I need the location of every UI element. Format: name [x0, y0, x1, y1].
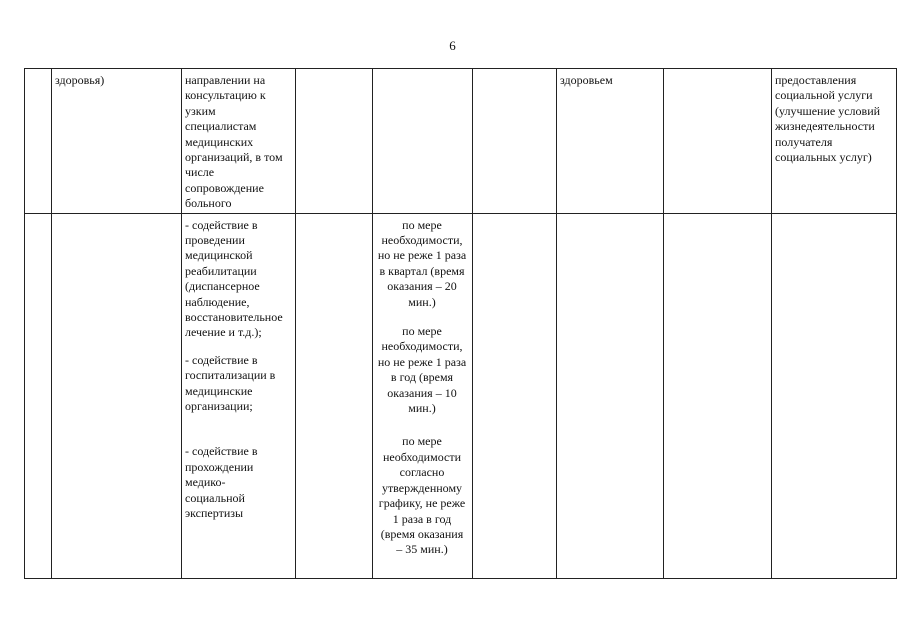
table-cell — [52, 213, 182, 578]
table-cell — [664, 69, 772, 214]
services-table — [24, 68, 897, 579]
table-cell — [296, 69, 373, 214]
table-cell — [473, 69, 557, 214]
frequency-item: по мере необходимости, но не реже 1 раза в квартал (время оказания – 20 мин.) — [377, 217, 467, 309]
table-cell — [473, 213, 557, 578]
cell-text: направлении на консультацию к узким специалистам медицинских организаций, в том числе сопровождение больного — [185, 73, 283, 211]
service-item: - содействие в прохождении медико- социальной экспертизы — [185, 444, 258, 521]
table-cell — [182, 69, 296, 214]
page-number: 6 — [449, 38, 456, 53]
table-cell — [52, 69, 182, 214]
table-cell — [557, 213, 664, 578]
table-cell — [664, 213, 772, 578]
cell-text: здоровья) — [55, 73, 105, 87]
table-cell — [182, 213, 296, 578]
frequency-item: по мере необходимости согласно утвержденному графику, не реже 1 раза в год (время оказания – 35 мин.) — [378, 434, 466, 557]
table-cell — [25, 69, 52, 214]
table-row — [25, 213, 897, 578]
service-item: - содействие в проведении медицинской реабилитации (диспансерное наблюдение, восстановительное лечение и т.д.); — [185, 217, 283, 340]
table-cell — [557, 69, 664, 214]
table-cell — [25, 213, 52, 578]
table-cell — [373, 213, 473, 578]
table-cell — [772, 213, 897, 578]
cell-text: предоставления социальной услуги (улучшение условий жизнедеятельности получателя социальных услуг) — [775, 73, 881, 165]
cell-text: здоровьем — [560, 73, 613, 87]
table-row — [25, 69, 897, 214]
service-item: - содействие в госпитализации в медицинские организации; — [185, 352, 276, 414]
frequency-item: по мере необходимости, но не реже 1 раза в год (время оказания – 10 мин.) — [377, 324, 467, 416]
table-cell — [296, 213, 373, 578]
table-cell — [772, 69, 897, 214]
table-cell — [373, 69, 473, 214]
